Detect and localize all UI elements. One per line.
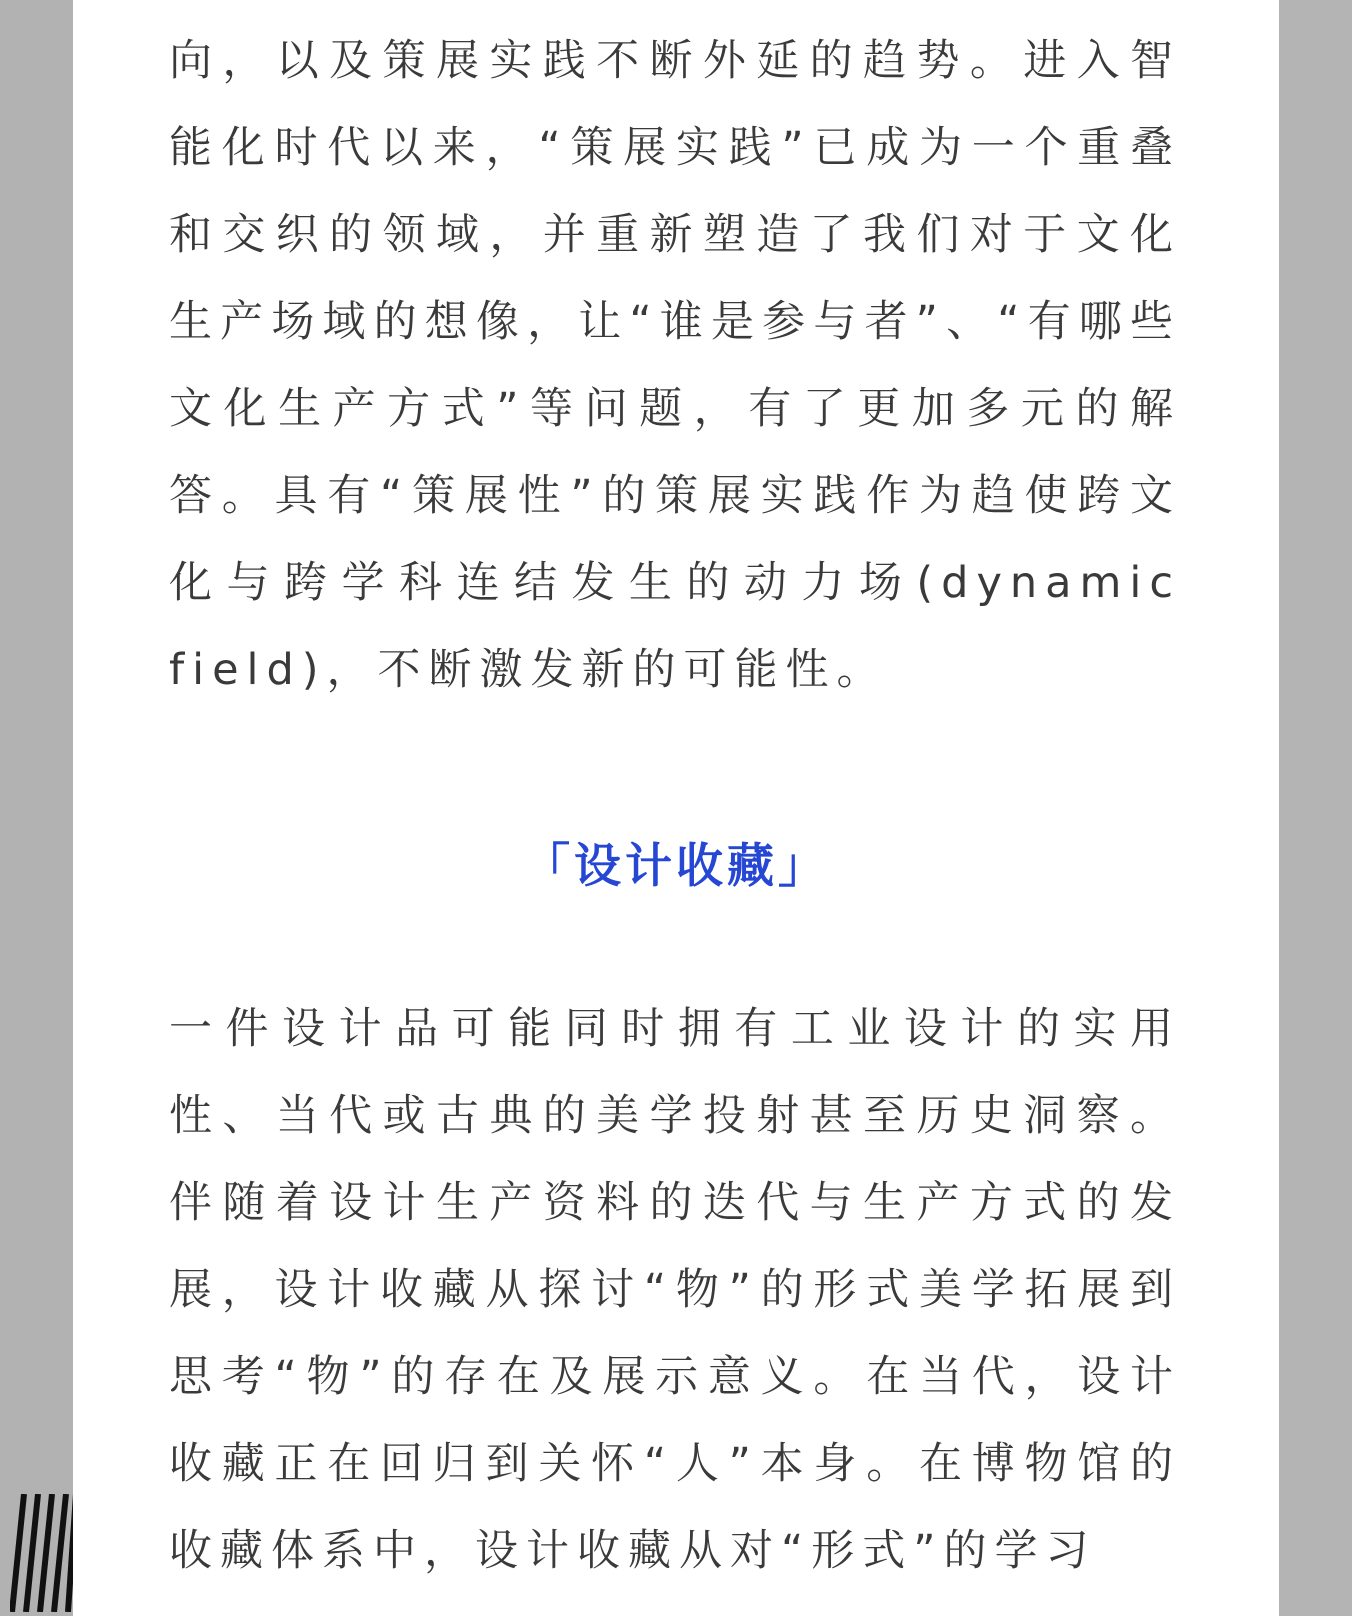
right-margin [1279,0,1352,1616]
section-heading-design-collection: 「设计收藏」 [523,839,829,894]
stripes-decoration-icon [10,1494,74,1612]
paragraph-design-collection: 一件设计品可能同时拥有工业设计的实用性、当代或古典的美学投射甚至历史洞察。伴随着设计生产资料的迭代与生产方式的发展，设计收藏从探讨“物”的形式美学拓展到思考“物”的存在及展示意义。在当代，设计收藏正在回归到关怀“人”本身。在博物馆的收藏体系中，设计收藏从对“形式”的学习 [169,1004,1181,1576]
left-margin [0,0,73,1616]
article-body [73,0,1279,1616]
paragraph-curatorial-practice: 向，以及策展实践不断外延的趋势。进入智能化时代以来，“策展实践”已成为一个重叠和交织的领域，并重新塑造了我们对于文化生产场域的想像，让“谁是参与者”、“有哪些文化生产方式”等问题，有了更加多元的解答。具有“策展性”的策展实践作为趋使跨文化与跨学科连结发生的动力场(dynamic field)，不断激发新的可能性。 [169,36,1181,695]
